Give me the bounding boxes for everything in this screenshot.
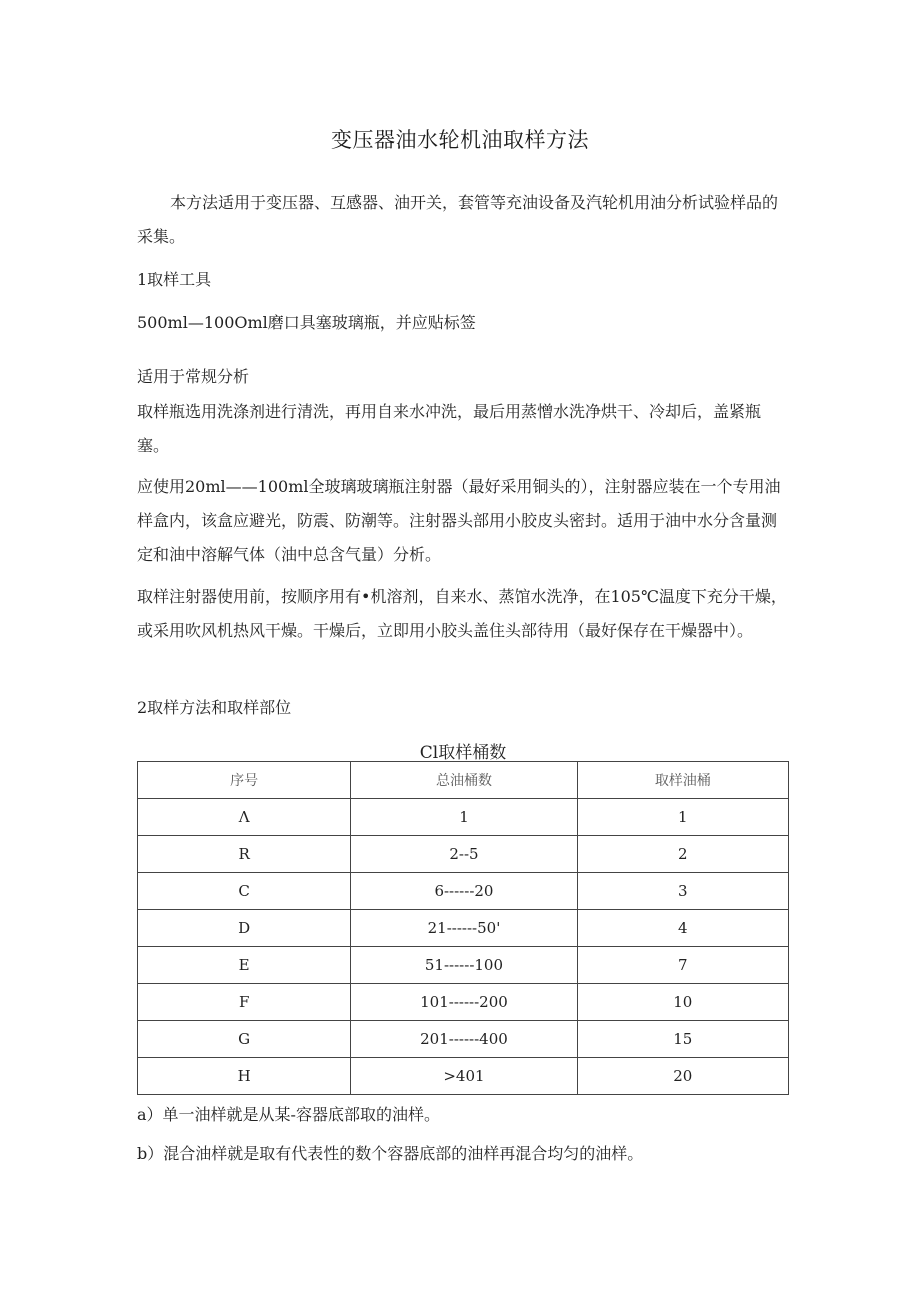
cell-total: 51------100 xyxy=(351,947,577,984)
note-b: b）混合油样就是取有代表性的数个容器底部的油样再混合均匀的油样。 xyxy=(137,1144,644,1163)
bottle-cleaning-paragraph: 取样瓶选用洗涤剂进行清洗，再用自来水冲洗，最后用蒸憎水洗净烘干、冷却后，盖紧瓶塞。 xyxy=(137,402,762,455)
header-sample-drums: 取样油桶 xyxy=(577,762,788,799)
cell-total: 1 xyxy=(351,799,577,836)
note-a: a）单一油样就是从某-容器底部取的油样。 xyxy=(137,1105,440,1124)
table-header-row xyxy=(138,762,789,799)
cell-total: 6------20 xyxy=(351,873,577,910)
cell-total: 201------400 xyxy=(351,1021,577,1058)
cell-total: >401 xyxy=(351,1058,577,1095)
cell-sample: 2 xyxy=(577,836,788,873)
table-row xyxy=(138,910,789,947)
cell-serial: Λ xyxy=(138,799,351,836)
cell-serial: F xyxy=(138,984,351,1021)
syringe-paragraph: 应使用20ml——100ml全玻璃玻璃瓶注射器（最好采用铜头的），注射器应装在一个专用油样盒内，该盒应避光，防震、防潮等。注射器头部用小胶皮头密封。适用于油中水分含量测定和油中溶解气体（油中总含气量）分析。 xyxy=(137,477,781,564)
section-1-heading: 1取样工具 xyxy=(137,270,212,289)
table-row xyxy=(138,799,789,836)
cell-serial: H xyxy=(138,1058,351,1095)
header-serial: 序号 xyxy=(138,762,351,799)
intro-paragraph: 本方法适用于变压器、互感器、油开关，套管等充油设备及汽轮机用油分析试验样品的采集。 xyxy=(137,193,779,246)
cell-sample: 1 xyxy=(577,799,788,836)
usage-line: 适用于常规分析 xyxy=(137,367,250,386)
syringe-drying-paragraph: 取样注射器使用前，按顺序用有•机溶剂，自来水、蒸馆水洗净，在105℃温度下充分干燥，或采用吹风机热风干燥。干燥后，立即用小胶头盖住头部待用（最好保存在干燥器中）。 xyxy=(137,587,787,640)
section-2-heading: 2取样方法和取样部位 xyxy=(137,698,292,717)
table-row xyxy=(138,873,789,910)
cell-total: 21------50' xyxy=(351,910,577,947)
cell-sample: 3 xyxy=(577,873,788,910)
cell-sample: 7 xyxy=(577,947,788,984)
tool-line: 500ml—100Oml磨口具塞玻璃瓶，并应贴标签 xyxy=(137,313,476,332)
cell-serial: D xyxy=(138,910,351,947)
cell-sample: 15 xyxy=(577,1021,788,1058)
cell-sample: 20 xyxy=(577,1058,788,1095)
table-row xyxy=(138,947,789,984)
cell-total: 101------200 xyxy=(351,984,577,1021)
table-row xyxy=(138,1021,789,1058)
cell-serial: C xyxy=(138,873,351,910)
cell-serial: G xyxy=(138,1021,351,1058)
header-total-drums: 总油桶数 xyxy=(351,762,577,799)
cell-total: 2--5 xyxy=(351,836,577,873)
cell-sample: 4 xyxy=(577,910,788,947)
table-row xyxy=(138,984,789,1021)
cell-sample: 10 xyxy=(577,984,788,1021)
table-row xyxy=(138,836,789,873)
cell-serial: R xyxy=(138,836,351,873)
table-title: Cl取样桶数 xyxy=(419,743,507,763)
sampling-table xyxy=(137,761,789,1095)
table-row xyxy=(138,1058,789,1095)
document-title: 变压器油水轮机油取样方法 xyxy=(331,128,589,152)
cell-serial: E xyxy=(138,947,351,984)
